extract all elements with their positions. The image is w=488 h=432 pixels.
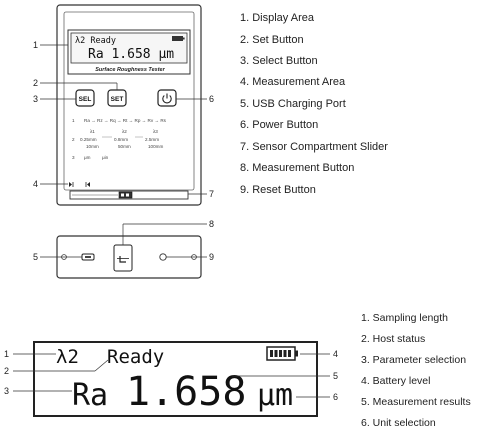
panel-head-l3: λ3 bbox=[153, 129, 158, 134]
slider-grip-2 bbox=[126, 194, 129, 197]
display-caption: Surface Roughness Tester bbox=[95, 67, 165, 73]
callout-9: 9 bbox=[209, 252, 215, 262]
legend-bottom-4: 4. Battery level bbox=[361, 375, 431, 387]
display-value: Ra 1.658 μm bbox=[88, 47, 175, 62]
usb-port-pins bbox=[85, 256, 91, 258]
panel-unit-um: μm bbox=[84, 155, 91, 160]
zoom-measurement-result: 1.658 bbox=[126, 369, 247, 415]
panel-row2-num: 2 bbox=[72, 137, 75, 142]
panel-sub-3: 100mm bbox=[148, 144, 164, 149]
panel-sub-1: 10mm bbox=[86, 144, 99, 149]
zoom-callout-5: 5 bbox=[333, 371, 339, 381]
measurement-button[interactable] bbox=[114, 245, 132, 271]
display-battery-tip bbox=[183, 38, 185, 40]
panel-head-l2: λ2 bbox=[122, 129, 127, 134]
legend-item-6: 6. Power Button bbox=[240, 119, 319, 131]
display-battery-icon bbox=[172, 36, 183, 41]
legend-item-2: 2. Set Button bbox=[240, 34, 304, 46]
callout-6: 6 bbox=[209, 94, 215, 104]
panel-val-2: 0.8mm bbox=[114, 137, 129, 142]
callout-3: 3 bbox=[33, 94, 39, 104]
display-line1: λ2 Ready bbox=[75, 36, 116, 46]
panel-row1-text: Ra → Rz → Rq → Rt → Rp → Rv → Rs bbox=[84, 118, 166, 123]
zoom-unit: μm bbox=[257, 378, 294, 413]
legend-bottom-3: 3. Parameter selection bbox=[361, 354, 467, 366]
callout-8: 8 bbox=[209, 219, 215, 229]
legend-item-3: 3. Select Button bbox=[240, 55, 318, 67]
panel-val-1: 0.25mm bbox=[80, 137, 97, 142]
panel-val-3: 2.5mm bbox=[145, 137, 160, 142]
legend-item-9: 9. Reset Button bbox=[240, 184, 316, 196]
set-button-label: SET bbox=[110, 96, 124, 103]
callout-1: 1 bbox=[33, 40, 39, 50]
panel-head-l1: λ1 bbox=[90, 129, 95, 134]
legend-item-7: 7. Sensor Compartment Slider bbox=[240, 141, 388, 153]
callout-7: 7 bbox=[209, 189, 215, 199]
zoom-callout-6: 6 bbox=[333, 392, 339, 402]
panel-sub-2: 50mm bbox=[118, 144, 131, 149]
zoom-callout-3: 3 bbox=[4, 386, 10, 396]
zoom-callout-4: 4 bbox=[333, 349, 339, 359]
legend-item-8: 8. Measurement Button bbox=[240, 162, 355, 174]
panel-row3-num: 3 bbox=[72, 155, 75, 160]
callout-4: 4 bbox=[33, 179, 39, 189]
zoom-battery-icon bbox=[267, 347, 298, 360]
legend-bottom-2: 2. Host status bbox=[361, 333, 426, 345]
legend-item-4: 4. Measurement Area bbox=[240, 76, 346, 88]
zoom-callout-2: 2 bbox=[4, 366, 10, 376]
sensor-compartment-slider[interactable] bbox=[119, 192, 132, 198]
callout-2: 2 bbox=[33, 78, 39, 88]
zoom-host-status: Ready bbox=[107, 346, 165, 368]
slider-grip-1 bbox=[121, 194, 124, 197]
select-button-label: SEL bbox=[78, 96, 92, 103]
legend-item-1: 1. Display Area bbox=[240, 12, 314, 24]
legend-bottom-5: 5. Measurement results bbox=[361, 396, 471, 408]
panel-row1-num: 1 bbox=[72, 118, 75, 123]
zoom-sampling-length: λ2 bbox=[56, 346, 79, 368]
callout-5: 5 bbox=[33, 252, 39, 262]
legend-bottom-6: 6. Unit selection bbox=[361, 417, 436, 429]
legend-bottom-1: 1. Sampling length bbox=[361, 312, 448, 324]
panel-unit-uin: μin bbox=[102, 155, 109, 160]
zoom-callout-1: 1 bbox=[4, 349, 10, 359]
zoom-parameter: Ra bbox=[72, 378, 109, 413]
legend-item-5: 5. USB Charging Port bbox=[240, 98, 346, 110]
